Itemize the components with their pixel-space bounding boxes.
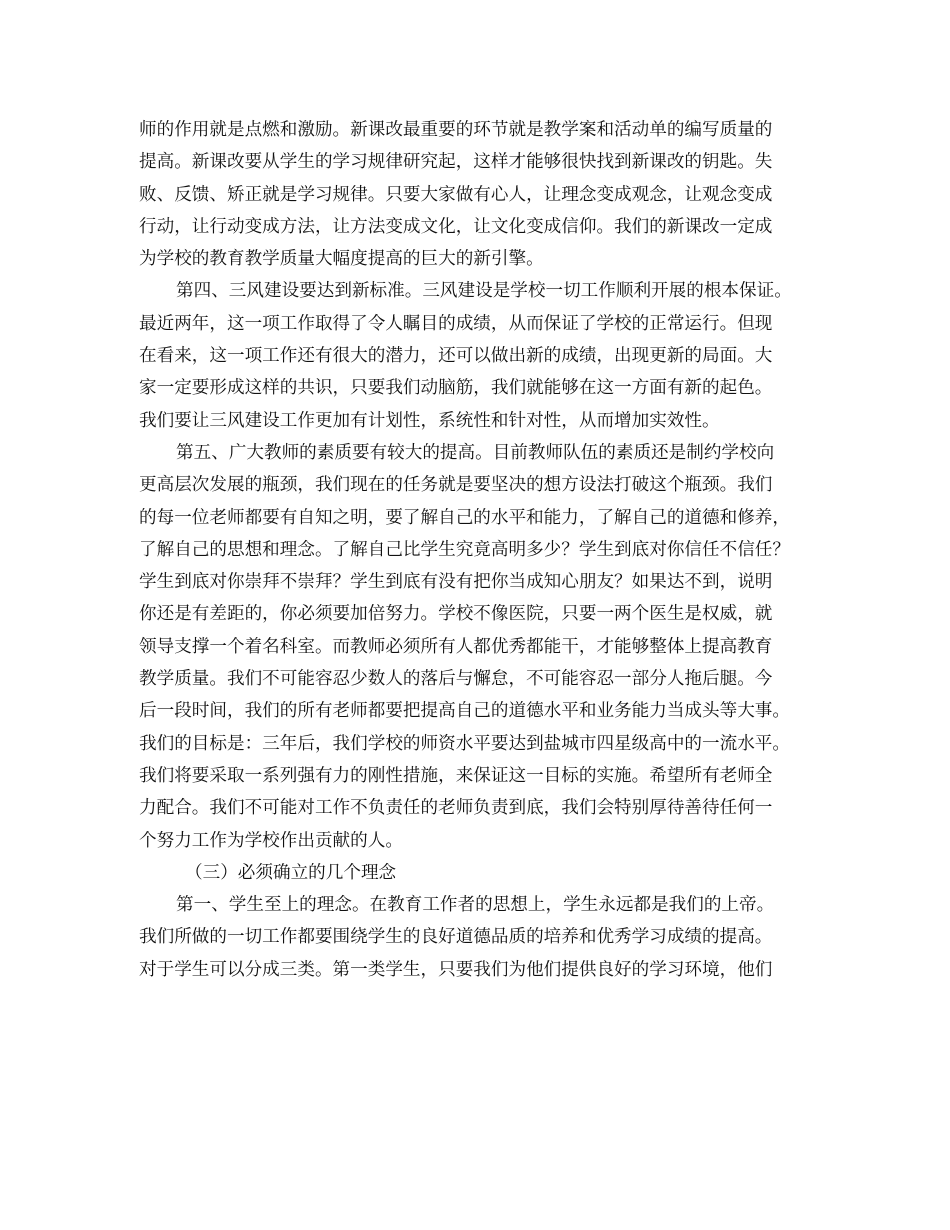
paragraph-3-line-10: 我们的目标是：三年后，我们学校的师资水平要达到盐城市四星级高中的一流水平。 [139,733,790,754]
paragraph-3-line-12: 力配合。我们不可能对工作不负责任的老师负责到底，我们会特别厚待善待任何一 [139,798,773,819]
paragraph-3-line-7: 领导支撑一个着名科室。而教师必须所有人都优秀都能干，才能够整体上提高教育 [139,636,773,657]
paragraph-1-line-5: 为学校的教育教学质量大幅度提高的巨大的新引擎。 [139,249,544,270]
paragraph-1-line-1: 师的作用就是点燃和激励。新课改最重要的环节就是教学案和活动单的编写质量的 [139,120,773,140]
paragraph-5-line-2: 我们所做的一切工作都要围绕学生的良好道德品质的培养和优秀学习成绩的提高。 [139,927,773,948]
paragraph-3-line-3: 的每一位老师都要有自知之明，要了解自己的水平和能力，了解自己的道德和修养， [139,507,790,528]
paragraph-3-line-2: 更高层次发展的瓶颈，我们现在的任务就是要坚决的想方设法打破这个瓶颈。我们 [139,475,773,496]
paragraph-1-line-2: 提高。新课改要从学生的学习规律研究起，这样才能够很快找到新课改的钥匙。失 [139,152,773,173]
section-heading: （三）必须确立的几个理念 [185,862,397,883]
paragraph-3-line-5: 学生到底对你崇拜不崇拜？学生到底有没有把你当成知心朋友？如果达不到，说明 [139,572,773,593]
paragraph-3-line-6: 你还是有差距的，你必须要加倍努力。学校不像医院，只要一两个医生是权威，就 [139,604,773,625]
paragraph-2-line-2: 最近两年，这一项工作取得了令人瞩目的成绩，从而保证了学校的正常运行。但现 [139,313,773,334]
paragraph-2-line-4: 家一定要形成这样的共识，只要我们动脑筋，我们就能够在这一方面有新的起色。 [139,378,773,399]
paragraph-3-line-1: 第五、广大教师的素质要有较大的提高。目前教师队伍的素质还是制约学校向 [176,442,775,463]
paragraph-3-line-9: 后一段时间，我们的所有老师都要把提高自己的道德水平和业务能力当成头等大事。 [139,701,790,722]
paragraph-2-line-1: 第四、三风建设要达到新标准。三风建设是学校一切工作顺利开展的根本保证。 [176,281,792,302]
paragraph-5-line-1: 第一、学生至上的理念。在教育工作者的思想上，学生永远都是我们的上帝。 [176,895,775,916]
paragraph-3-line-11: 我们将要采取一系列强有力的刚性措施，来保证这一目标的实施。希望所有老师全 [139,765,773,786]
paragraph-2-line-3: 在看来，这一项工作还有很大的潜力，还可以做出新的成绩，出现更新的局面。大 [139,346,773,367]
paragraph-1-line-4: 行动，让行动变成方法，让方法变成文化，让文化变成信仰。我们的新课改一定成 [139,216,773,237]
paragraph-2-line-5: 我们要让三风建设工作更加有计划性，系统性和针对性，从而增加实效性。 [139,410,720,431]
paragraph-5-line-3: 对于学生可以分成三类。第一类学生，只要我们为他们提供良好的学习环境，他们 [139,959,773,980]
paragraph-1-line-3: 败、反馈、矫正就是学习规律。只要大家做有心人，让理念变成观念，让观念变成 [139,184,773,205]
paragraph-3-line-8: 教学质量。我们不可能容忍少数人的落后与懈怠，不可能容忍一部分人拖后腿。今 [139,669,773,690]
document-body [139,114,829,986]
paragraph-3-line-13: 个努力工作为学校作出贡献的人。 [139,830,403,851]
paragraph-3-line-4: 了解自己的思想和理念。了解自己比学生究竟高明多少？学生到底对你信任不信任？ [139,539,790,560]
